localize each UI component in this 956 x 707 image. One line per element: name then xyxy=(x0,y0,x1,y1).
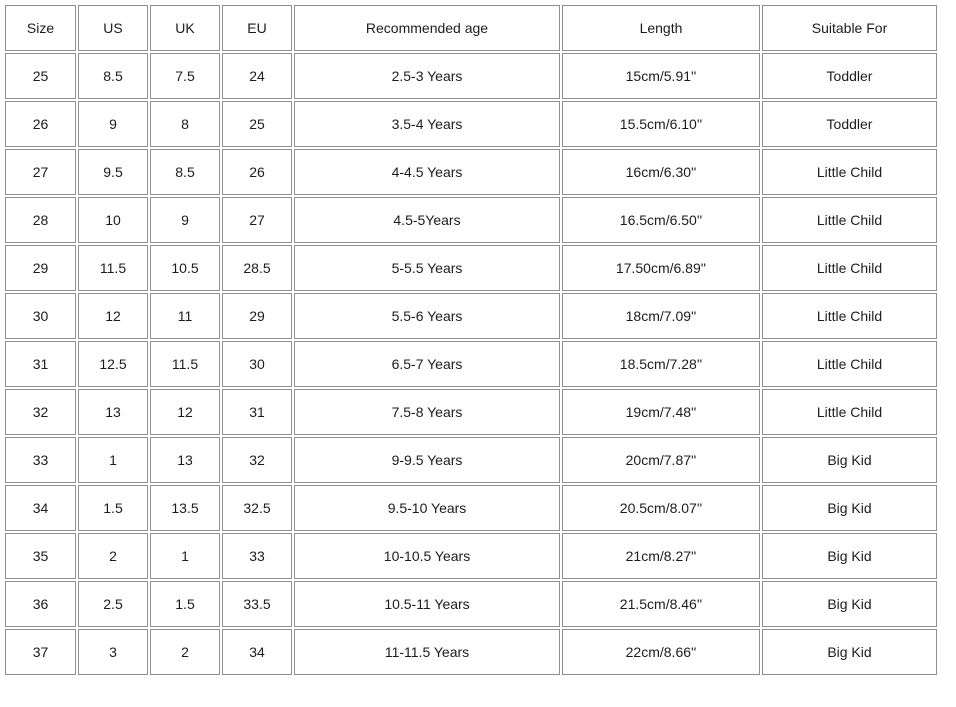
cell-size: 32 xyxy=(5,389,76,435)
cell-eu: 24 xyxy=(222,53,292,99)
cell-us: 1 xyxy=(78,437,148,483)
cell-eu: 27 xyxy=(222,197,292,243)
cell-length: 18.5cm/7.28'' xyxy=(562,341,760,387)
cell-eu: 32.5 xyxy=(222,485,292,531)
cell-recommended-age: 9.5-10 Years xyxy=(294,485,560,531)
size-chart-table xyxy=(3,3,939,677)
cell-eu: 33 xyxy=(222,533,292,579)
cell-recommended-age: 7.5-8 Years xyxy=(294,389,560,435)
cell-uk: 8.5 xyxy=(150,149,220,195)
cell-recommended-age: 9-9.5 Years xyxy=(294,437,560,483)
cell-suitable-for: Little Child xyxy=(762,389,937,435)
cell-length: 16.5cm/6.50'' xyxy=(562,197,760,243)
table-row xyxy=(5,581,937,627)
table-row xyxy=(5,197,937,243)
cell-size: 27 xyxy=(5,149,76,195)
cell-length: 22cm/8.66'' xyxy=(562,629,760,675)
cell-eu: 25 xyxy=(222,101,292,147)
table-row xyxy=(5,149,937,195)
cell-size: 34 xyxy=(5,485,76,531)
table-row xyxy=(5,389,937,435)
cell-uk: 13 xyxy=(150,437,220,483)
table-body xyxy=(5,53,937,675)
cell-suitable-for: Big Kid xyxy=(762,629,937,675)
cell-uk: 1.5 xyxy=(150,581,220,627)
cell-suitable-for: Big Kid xyxy=(762,581,937,627)
table-row xyxy=(5,293,937,339)
cell-us: 12.5 xyxy=(78,341,148,387)
cell-recommended-age: 11-11.5 Years xyxy=(294,629,560,675)
cell-recommended-age: 4.5-5Years xyxy=(294,197,560,243)
cell-us: 9.5 xyxy=(78,149,148,195)
cell-us: 3 xyxy=(78,629,148,675)
cell-size: 29 xyxy=(5,245,76,291)
cell-eu: 34 xyxy=(222,629,292,675)
cell-length: 18cm/7.09'' xyxy=(562,293,760,339)
cell-us: 11.5 xyxy=(78,245,148,291)
cell-suitable-for: Little Child xyxy=(762,293,937,339)
table-row xyxy=(5,341,937,387)
cell-recommended-age: 6.5-7 Years xyxy=(294,341,560,387)
cell-length: 15.5cm/6.10'' xyxy=(562,101,760,147)
cell-recommended-age: 4-4.5 Years xyxy=(294,149,560,195)
cell-uk: 10.5 xyxy=(150,245,220,291)
cell-recommended-age: 5.5-6 Years xyxy=(294,293,560,339)
header-uk: UK xyxy=(150,5,220,51)
table-row xyxy=(5,485,937,531)
cell-size: 26 xyxy=(5,101,76,147)
cell-us: 1.5 xyxy=(78,485,148,531)
cell-suitable-for: Big Kid xyxy=(762,485,937,531)
cell-suitable-for: Big Kid xyxy=(762,533,937,579)
table-row xyxy=(5,629,937,675)
cell-length: 17.50cm/6.89'' xyxy=(562,245,760,291)
cell-eu: 30 xyxy=(222,341,292,387)
cell-eu: 26 xyxy=(222,149,292,195)
cell-us: 2 xyxy=(78,533,148,579)
cell-size: 30 xyxy=(5,293,76,339)
cell-size: 25 xyxy=(5,53,76,99)
cell-eu: 33.5 xyxy=(222,581,292,627)
cell-length: 19cm/7.48'' xyxy=(562,389,760,435)
cell-us: 9 xyxy=(78,101,148,147)
cell-suitable-for: Toddler xyxy=(762,101,937,147)
cell-recommended-age: 2.5-3 Years xyxy=(294,53,560,99)
cell-uk: 12 xyxy=(150,389,220,435)
cell-us: 12 xyxy=(78,293,148,339)
table-row xyxy=(5,245,937,291)
table-row xyxy=(5,437,937,483)
cell-uk: 1 xyxy=(150,533,220,579)
cell-uk: 13.5 xyxy=(150,485,220,531)
cell-suitable-for: Toddler xyxy=(762,53,937,99)
cell-size: 33 xyxy=(5,437,76,483)
cell-length: 21.5cm/8.46'' xyxy=(562,581,760,627)
cell-recommended-age: 10.5-11 Years xyxy=(294,581,560,627)
cell-recommended-age: 10-10.5 Years xyxy=(294,533,560,579)
cell-eu: 31 xyxy=(222,389,292,435)
cell-length: 16cm/6.30'' xyxy=(562,149,760,195)
table-row xyxy=(5,101,937,147)
cell-suitable-for: Big Kid xyxy=(762,437,937,483)
cell-suitable-for: Little Child xyxy=(762,149,937,195)
cell-size: 31 xyxy=(5,341,76,387)
cell-size: 35 xyxy=(5,533,76,579)
cell-recommended-age: 5-5.5 Years xyxy=(294,245,560,291)
cell-size: 37 xyxy=(5,629,76,675)
cell-uk: 11.5 xyxy=(150,341,220,387)
table-row xyxy=(5,533,937,579)
header-us: US xyxy=(78,5,148,51)
cell-uk: 8 xyxy=(150,101,220,147)
cell-length: 20.5cm/8.07'' xyxy=(562,485,760,531)
cell-length: 20cm/7.87'' xyxy=(562,437,760,483)
cell-eu: 28.5 xyxy=(222,245,292,291)
cell-eu: 29 xyxy=(222,293,292,339)
header-suitable-for: Suitable For xyxy=(762,5,937,51)
header-row xyxy=(5,5,937,51)
cell-suitable-for: Little Child xyxy=(762,341,937,387)
header-recommended-age: Recommended age xyxy=(294,5,560,51)
header-eu: EU xyxy=(222,5,292,51)
cell-size: 36 xyxy=(5,581,76,627)
cell-us: 10 xyxy=(78,197,148,243)
cell-suitable-for: Little Child xyxy=(762,245,937,291)
cell-uk: 2 xyxy=(150,629,220,675)
header-length: Length xyxy=(562,5,760,51)
cell-recommended-age: 3.5-4 Years xyxy=(294,101,560,147)
cell-uk: 11 xyxy=(150,293,220,339)
header-size: Size xyxy=(5,5,76,51)
table-row xyxy=(5,53,937,99)
cell-us: 8.5 xyxy=(78,53,148,99)
cell-suitable-for: Little Child xyxy=(762,197,937,243)
cell-us: 13 xyxy=(78,389,148,435)
cell-eu: 32 xyxy=(222,437,292,483)
cell-size: 28 xyxy=(5,197,76,243)
cell-length: 21cm/8.27'' xyxy=(562,533,760,579)
cell-uk: 9 xyxy=(150,197,220,243)
cell-uk: 7.5 xyxy=(150,53,220,99)
cell-us: 2.5 xyxy=(78,581,148,627)
cell-length: 15cm/5.91'' xyxy=(562,53,760,99)
